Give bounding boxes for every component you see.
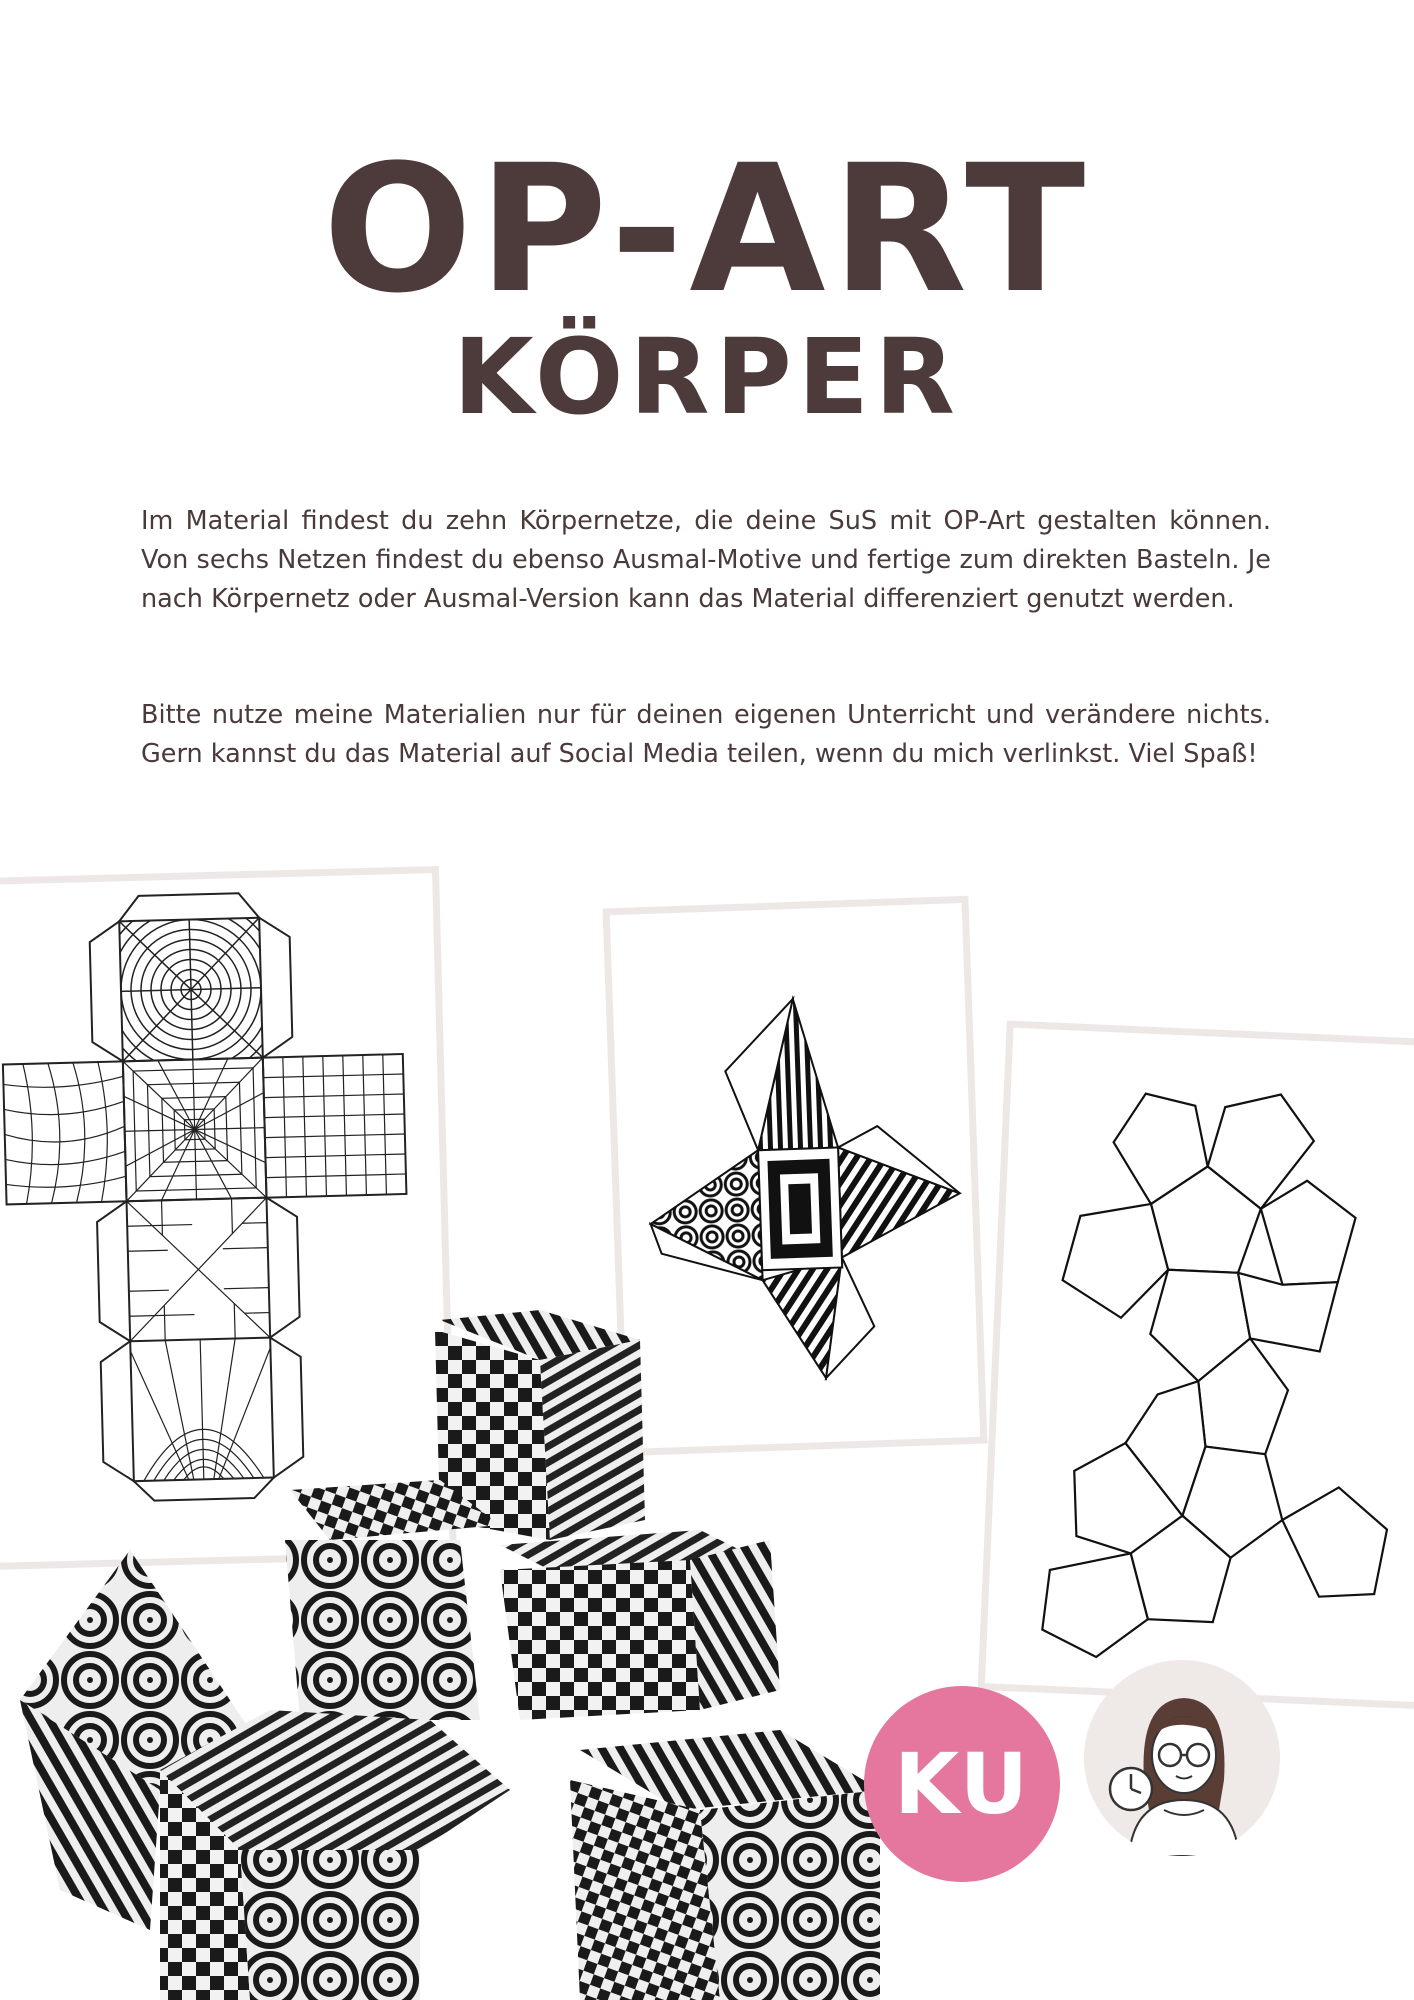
op-art-solids-photo bbox=[0, 1290, 880, 2000]
author-avatar-icon bbox=[1084, 1660, 1280, 1856]
page-subtitle: KÖRPER bbox=[453, 316, 961, 438]
clock-icon bbox=[1106, 1764, 1156, 1814]
page-title: OP-ART bbox=[322, 127, 1092, 332]
dodecahedron-net-illustration bbox=[985, 1028, 1414, 1702]
intro-paragraph: Im Material findest du zehn Körpernetze, die deine SuS mit OP-Art gestalten können. Von sechs Netzen findest du ebenso Ausmal-Motive und fertige zum direkten Basteln. Je nach Körpernetz oder Ausmal-Version kann das Material differenziert genutzt werden. bbox=[141, 506, 1271, 614]
dodecahedron-net-card bbox=[978, 1021, 1414, 1710]
ku-badge: KU bbox=[864, 1686, 1060, 1882]
usage-paragraph: Bitte nutze meine Materialien nur für deinen eigenen Unterricht und verändere nichts. Gern kannst du das Material auf Social Media teilen, wenn du mich verlinkst. Viel Spaß! bbox=[141, 700, 1271, 769]
